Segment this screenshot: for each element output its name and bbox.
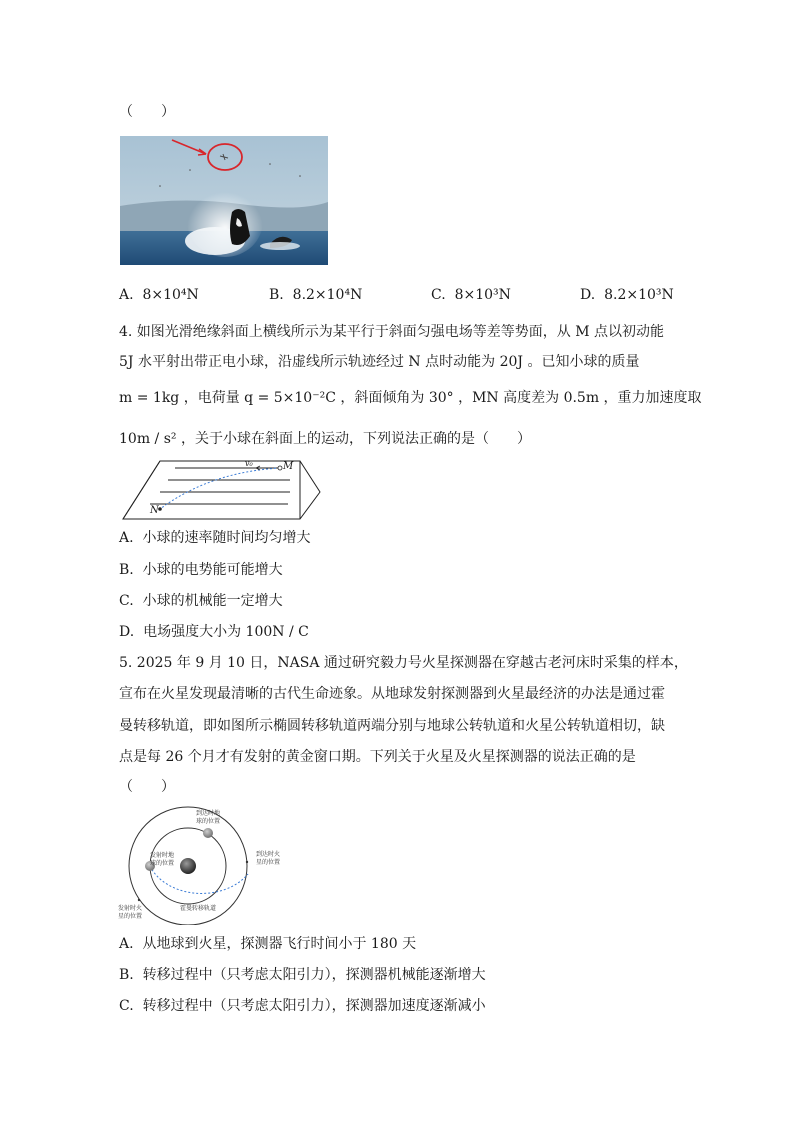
q5-stem-line-4: 点是每 26 个月才有发射的黄金窗口期。下列关于火星及火星探测器的说法正确的是 bbox=[119, 749, 636, 765]
q4-stem-line-4: 10m / s² ，关于小球在斜面上的运动，下列说法正确的是（ ） bbox=[119, 431, 531, 447]
q5-option-a: A. 从地球到火星，探测器飞行时间小于 180 天 bbox=[119, 936, 417, 952]
q4-option-c: C. 小球的机械能一定增大 bbox=[119, 593, 283, 609]
q5-option-c: C. 转移过程中（只考虑太阳引力），探测器加速度逐渐减小 bbox=[119, 998, 486, 1014]
point-m-label: M bbox=[283, 461, 294, 472]
q4-option-d: D. 电场强度大小为 100N / C bbox=[119, 624, 309, 640]
q4-option-b: B. 小球的电势能可能增大 bbox=[119, 562, 283, 578]
hohmann-orbit-label: 霍曼转移轨道 bbox=[180, 905, 217, 912]
q5-stem-line-3: 曼转移轨道，即如图所示椭圆转移轨道两端分别与地球公转轨道和火星公转轨道相切，缺 bbox=[119, 718, 665, 734]
velocity-label: v₀ bbox=[245, 459, 253, 468]
q3-option-c: C. 8×10³N bbox=[431, 287, 511, 303]
q5-stem-line-1: 5. 2025 年 9 月 10 日，NASA 通过研究毅力号火星探测器在穿越古老河床时采集的样本， bbox=[119, 655, 688, 671]
q5-answer-parentheses: （ ） bbox=[119, 779, 175, 795]
arrive-mars-label: 到达时火 星的位置 bbox=[256, 851, 281, 866]
orca-photo bbox=[120, 136, 328, 265]
q4-option-a: A. 小球的速率随时间均匀增大 bbox=[119, 530, 311, 546]
q5-option-b: B. 转移过程中（只考虑太阳引力），探测器机械能逐渐增大 bbox=[119, 967, 486, 983]
launch-earth-label: 发射时地 球的位置 bbox=[150, 852, 175, 867]
point-n-label: N bbox=[150, 505, 159, 516]
q4-stem-line-2: 5J 水平射出带正电小球，沿虚线所示轨迹经过 N 点时动能为 20J 。已知小球的质量 bbox=[119, 354, 640, 370]
q3-option-d: D. 8.2×10³N bbox=[580, 287, 674, 303]
q4-stem-line-3: m = 1kg ，电荷量 q = 5×10⁻²C ，斜面倾角为 30° ，MN 高度差为 0.5m ，重力加速度取 bbox=[119, 390, 702, 406]
q5-stem-line-2: 宣布在火星发现最清晰的古代生命迹象。从地球发射探测器到火星最经济的办法是通过霍 bbox=[119, 686, 665, 702]
arrive-earth-label: 到达时地 球的位置 bbox=[196, 810, 221, 825]
q3-option-a: A. 8×10⁴N bbox=[119, 287, 199, 303]
q4-stem-line-1: 4. 如图光滑绝缘斜面上横线所示为某平行于斜面匀强电场等差等势面，从 M 点以初动能 bbox=[119, 324, 665, 340]
launch-mars-label: 发射时火 星的位置 bbox=[118, 905, 143, 920]
q3-answer-parentheses: （ ） bbox=[119, 104, 175, 120]
q3-option-b: B. 8.2×10⁴N bbox=[269, 287, 363, 303]
